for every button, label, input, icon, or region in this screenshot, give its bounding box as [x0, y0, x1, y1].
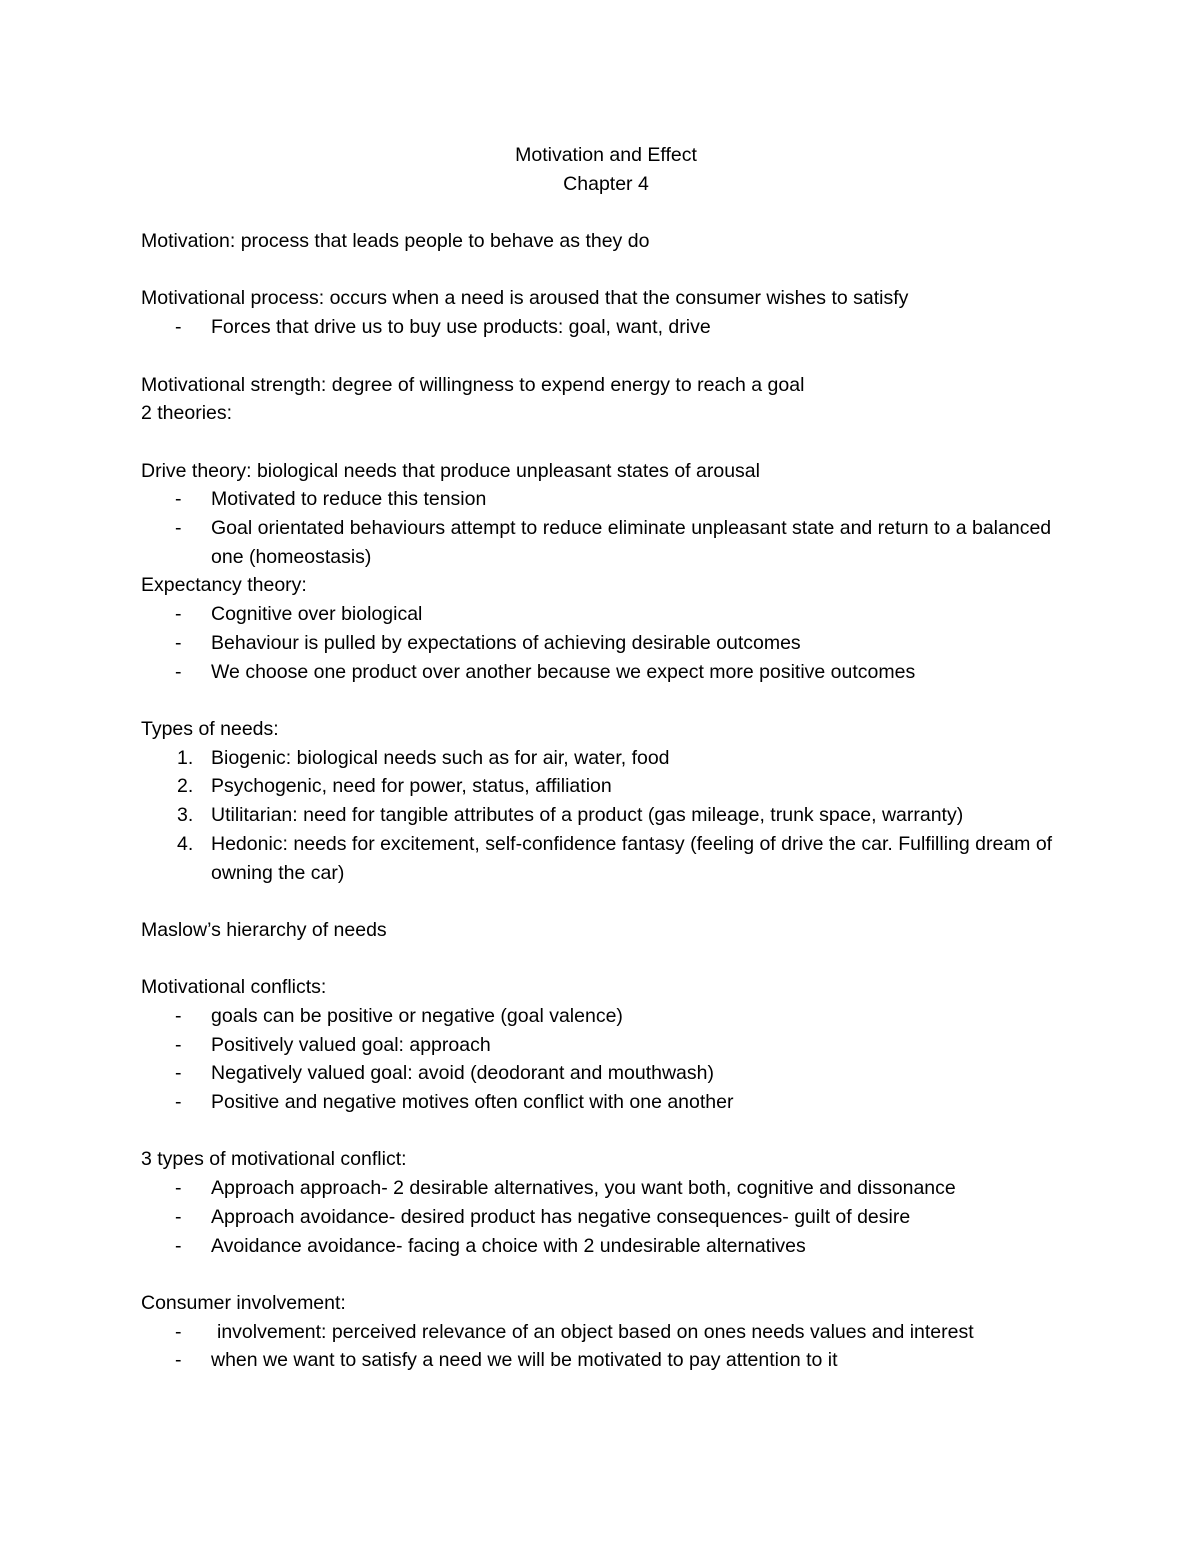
list-item-text: Psychogenic, need for power, status, affiliation — [211, 775, 612, 798]
spacer — [141, 1117, 1071, 1146]
list-item — [141, 1059, 1071, 1088]
list-item — [141, 600, 1071, 629]
list-item-text: Goal orientated behaviours attempt to reduce eliminate unpleasant state and return to a balanced one (homeostasis) — [211, 517, 1052, 568]
list-item-text: involvement: perceived relevance of an object based on ones needs values and interest — [217, 1320, 974, 1343]
list-item-text: Utilitarian: need for tangible attributes of a product (gas mileage, trunk space, warranty) — [211, 804, 964, 827]
bullet-dash: - — [175, 1205, 182, 1228]
list-item-text: Behaviour is pulled by expectations of achieving desirable outcomes — [211, 631, 801, 654]
number-label: 2. — [177, 775, 194, 798]
list-item — [141, 1002, 1071, 1031]
bullet-dash: - — [175, 517, 182, 540]
list-item-text: Approach avoidance- desired product has negative consequences- guilt of desire — [211, 1205, 911, 1228]
list-item — [141, 514, 1071, 571]
list-item-text: Biogenic: biological needs such as for air, water, food — [211, 746, 670, 769]
bullet-dash: - — [175, 1004, 182, 1027]
maslow-heading: Maslow’s hierarchy of needs — [141, 918, 387, 941]
numbered-item — [141, 744, 1071, 773]
list-item-text: Cognitive over biological — [211, 603, 423, 626]
bullet-dash: - — [175, 1177, 182, 1200]
bullet-dash: - — [175, 1033, 182, 1056]
list-item-text: Positively valued goal: approach — [211, 1033, 491, 1056]
list-item-text: when we want to satisfy a need we will be motivated to pay attention to it — [211, 1349, 838, 1372]
bullet-dash: - — [175, 488, 182, 511]
list-item-text: Forces that drive us to buy use products: goal, want, drive — [211, 316, 711, 339]
list-item — [141, 1088, 1071, 1117]
bullet-dash: - — [175, 1349, 182, 1372]
spacer — [141, 887, 1071, 916]
numbered-item — [141, 830, 1071, 887]
spacer — [141, 686, 1071, 715]
number-label: 1. — [177, 746, 194, 769]
spacer — [141, 256, 1071, 285]
list-item — [141, 313, 1071, 342]
bullet-dash: - — [175, 603, 182, 626]
motivational-strength: Motivational strength: degree of willingness to expend energy to reach a goal — [141, 373, 805, 396]
list-item-text: Positive and negative motives often conflict with one another — [211, 1091, 734, 1114]
list-item — [141, 658, 1071, 687]
motivational-conflicts-heading: Motivational conflicts: — [141, 976, 327, 999]
list-item — [141, 629, 1071, 658]
drive-theory-heading: Drive theory: biological needs that produce unpleasant states of arousal — [141, 459, 760, 482]
list-item — [141, 485, 1071, 514]
list-item-text: Negatively valued goal: avoid (deodorant and mouthwash) — [211, 1062, 714, 1085]
chapter-label: Chapter 4 — [563, 172, 649, 195]
numbered-item — [141, 772, 1071, 801]
bullet-dash: - — [175, 631, 182, 654]
types-of-needs-heading: Types of needs: — [141, 717, 279, 740]
list-item-text: We choose one product over another because we expect more positive outcomes — [211, 660, 916, 683]
spacer — [141, 428, 1071, 457]
number-label: 4. — [177, 832, 194, 855]
number-label: 3. — [177, 804, 194, 827]
list-item — [141, 1318, 1071, 1347]
numbered-item — [141, 801, 1071, 830]
list-item — [141, 1174, 1071, 1203]
list-item-text: goals can be positive or negative (goal valence) — [211, 1004, 623, 1027]
expectancy-theory-heading: Expectancy theory: — [141, 574, 307, 597]
document-body — [141, 141, 1071, 1375]
motivation-definition: Motivation: process that leads people to behave as they do — [141, 230, 650, 253]
document-title: Motivation and Effect — [515, 144, 697, 166]
spacer — [141, 198, 1071, 227]
list-item — [141, 1203, 1071, 1232]
list-item-text: Avoidance avoidance- facing a choice with 2 undesirable alternatives — [211, 1234, 806, 1257]
list-item-text: Approach approach- 2 desirable alternatives, you want both, cognitive and dissonance — [211, 1177, 956, 1200]
motivational-process-heading: Motivational process: occurs when a need is aroused that the consumer wishes to satisfy — [141, 287, 909, 310]
conflict-types-heading: 3 types of motivational conflict: — [141, 1148, 407, 1171]
spacer — [141, 1260, 1071, 1289]
list-item — [141, 1031, 1071, 1060]
bullet-dash: - — [175, 1091, 182, 1114]
consumer-involvement-heading: Consumer involvement: — [141, 1291, 346, 1314]
bullet-dash: - — [175, 1234, 182, 1257]
bullet-dash: - — [175, 1062, 182, 1085]
list-item-text: Hedonic: needs for excitement, self-confidence fantasy (feeling of drive the car. Fulfilling dream of owning the car) — [211, 832, 1053, 884]
spacer — [141, 342, 1071, 371]
bullet-dash: - — [175, 660, 182, 683]
list-item — [141, 1346, 1071, 1375]
list-item-text: Motivated to reduce this tension — [211, 488, 487, 511]
bullet-dash: - — [175, 1320, 182, 1343]
bullet-dash: - — [175, 316, 182, 339]
list-item — [141, 1232, 1071, 1261]
two-theories-label: 2 theories: — [141, 402, 233, 425]
spacer — [141, 945, 1071, 974]
